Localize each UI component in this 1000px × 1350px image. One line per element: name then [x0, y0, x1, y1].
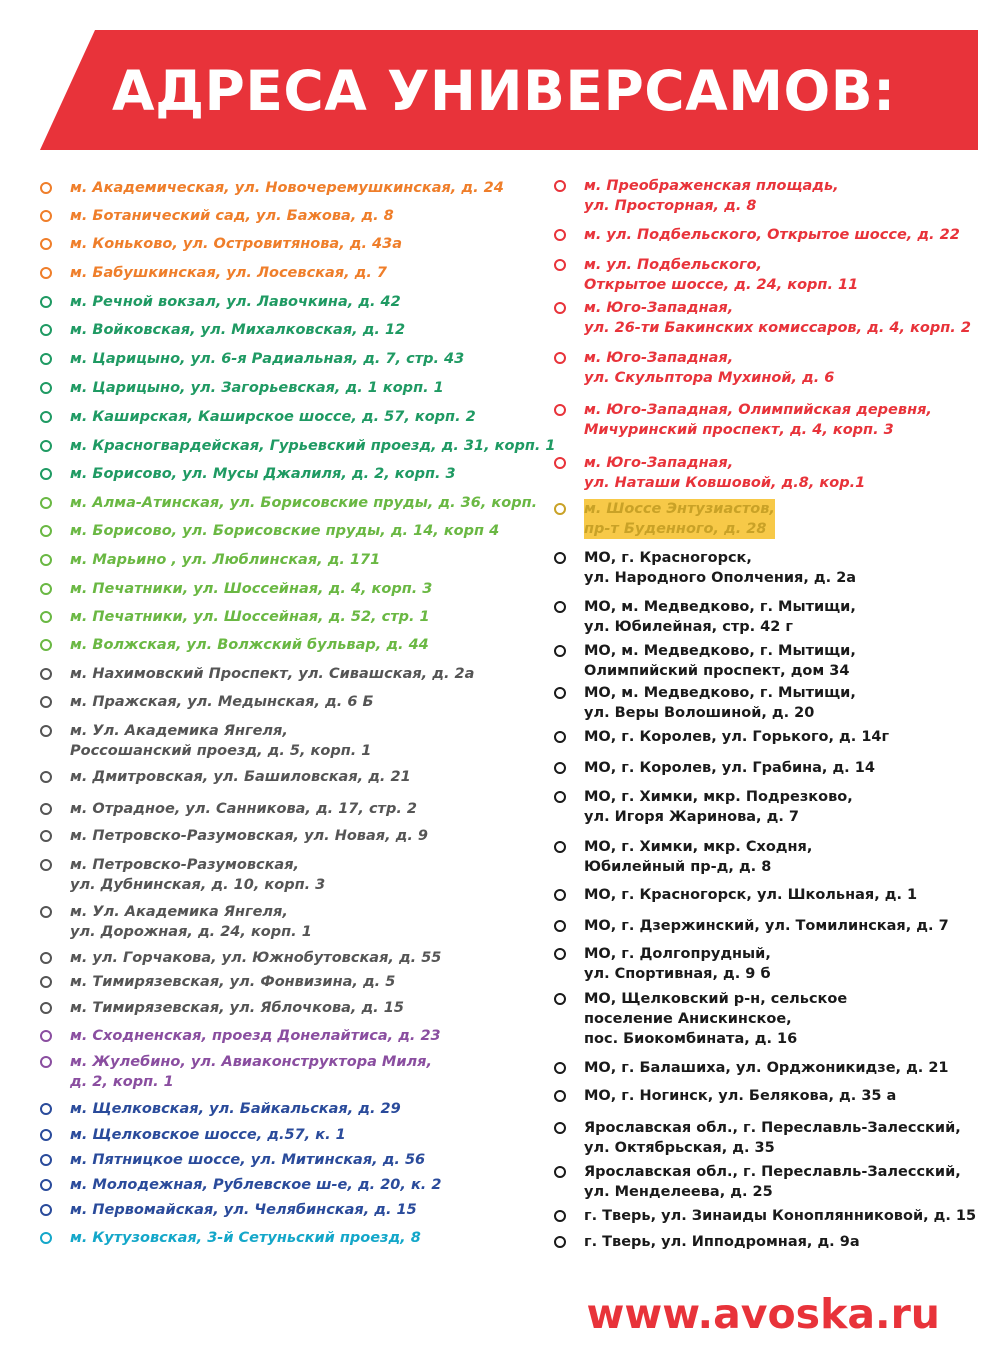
address-line: ул. Просторная, д. 8: [584, 198, 757, 214]
address-text: [584, 499, 775, 539]
address-line: Мичуринский проспект, д. 4, корп. 3: [584, 422, 894, 438]
address-line: Ярославская обл., г. Переславль-Залесский,: [584, 1120, 961, 1136]
address-line: м. Каширская, Каширское шоссе, д. 57, корп. 2: [70, 409, 476, 425]
ring-bullet-icon: [40, 725, 52, 737]
address-line: Юбилейный пр-д, д. 8: [584, 859, 772, 875]
address-text: [70, 263, 387, 283]
ring-bullet-icon: [554, 920, 566, 932]
ring-bullet-icon: [40, 803, 52, 815]
ring-bullet-icon: [40, 668, 52, 680]
ring-bullet-icon: [40, 1232, 52, 1244]
address-text: [70, 292, 401, 312]
address-line: МО, г. Балашиха, ул. Орджоникидзе, д. 21: [584, 1060, 949, 1076]
address-text: [70, 855, 325, 895]
ring-bullet-icon: [40, 976, 52, 988]
address-line: м. Ул. Академика Янгеля,: [70, 904, 288, 920]
address-line: ул. 26-ти Бакинских комиссаров, д. 4, корп. 2: [584, 320, 971, 336]
address-list-item: [40, 407, 476, 427]
ring-bullet-icon: [554, 1090, 566, 1102]
address-text: [70, 349, 464, 369]
ring-bullet-icon: [40, 468, 52, 480]
address-list-item: [554, 548, 856, 588]
address-text: [584, 1232, 860, 1252]
ring-bullet-icon: [40, 324, 52, 336]
address-list-item: [40, 826, 428, 846]
address-text: [70, 1026, 441, 1046]
address-list-item: [554, 255, 858, 295]
address-text: [70, 1150, 425, 1170]
address-text: [584, 916, 949, 936]
ring-bullet-icon: [40, 906, 52, 918]
address-list-item: [554, 1206, 976, 1226]
address-text: [584, 176, 839, 216]
address-line: МО, Щелковский р-н, сельское: [584, 991, 848, 1007]
ring-bullet-icon: [40, 267, 52, 279]
address-line: МО, г. Химки, мкр. Сходня,: [584, 839, 813, 855]
address-list-item: [40, 493, 537, 513]
website-link[interactable]: www.avoska.ru: [586, 1290, 940, 1338]
address-list-item: [40, 948, 441, 968]
address-line: м. Шоссе Энтузиастов,: [584, 501, 775, 517]
address-list-item: [554, 400, 932, 440]
address-line: МО, г. Королев, ул. Горького, д. 14г: [584, 729, 890, 745]
address-line: МО, м. Медведково, г. Мытищи,: [584, 599, 856, 615]
address-line: ул. Веры Волошиной, д. 20: [584, 705, 815, 721]
address-line: д. 2, корп. 1: [70, 1074, 174, 1090]
address-line: м. Жулебино, ул. Авиаконструктора Миля,: [70, 1054, 432, 1070]
ring-bullet-icon: [554, 791, 566, 803]
address-text: [70, 948, 441, 968]
address-line: г. Тверь, ул. Ипподромная, д. 9а: [584, 1234, 860, 1250]
address-line: м. Войковская, ул. Михалковская, д. 12: [70, 322, 406, 338]
address-line: МО, г. Долгопрудный,: [584, 946, 771, 962]
address-text: [70, 767, 411, 787]
address-list-item: [40, 664, 474, 684]
ring-bullet-icon: [40, 382, 52, 394]
ring-bullet-icon: [40, 210, 52, 222]
address-text: [584, 453, 865, 493]
address-text: [70, 799, 417, 819]
address-line: поселение Анискинское,: [584, 1011, 792, 1027]
address-list-item: [554, 944, 771, 984]
address-text: [584, 1086, 896, 1106]
ring-bullet-icon: [554, 762, 566, 774]
address-text: [70, 436, 556, 456]
address-text: [70, 902, 312, 942]
ring-bullet-icon: [554, 948, 566, 960]
address-list-item: [554, 837, 812, 877]
address-line: ул. Скульптора Мухиной, д. 6: [584, 370, 835, 386]
address-list-item: [40, 1052, 432, 1092]
address-list-item: [554, 225, 960, 245]
ring-bullet-icon: [40, 1154, 52, 1166]
address-list-item: [40, 292, 401, 312]
address-line: м. Первомайская, ул. Челябинская, д. 15: [70, 1202, 417, 1218]
address-list-item: [554, 298, 971, 338]
ring-bullet-icon: [554, 229, 566, 241]
ring-bullet-icon: [40, 411, 52, 423]
ring-bullet-icon: [40, 1129, 52, 1141]
address-text: [70, 664, 474, 684]
address-line: ул. Наташи Ковшовой, д.8, кор.1: [584, 475, 866, 491]
address-text: [584, 400, 932, 440]
address-list-item: [40, 1175, 441, 1195]
address-line: пр-т Буденного, д. 28: [584, 519, 775, 539]
address-text: [584, 1118, 961, 1158]
ring-bullet-icon: [554, 687, 566, 699]
address-list-item: [554, 1118, 961, 1158]
address-line: м. ул. Подбельского,: [584, 257, 763, 273]
address-list-item: [40, 349, 464, 369]
address-list-item: [40, 721, 371, 761]
address-line: Открытое шоссе, д. 24, корп. 11: [584, 277, 859, 293]
ring-bullet-icon: [554, 552, 566, 564]
address-line: м. Пятницкое шоссе, ул. Митинская, д. 56: [70, 1152, 426, 1168]
address-list-item: [40, 972, 395, 992]
address-line: м. Печатники, ул. Шоссейная, д. 52, стр. 1: [70, 609, 430, 625]
ring-bullet-icon: [554, 503, 566, 515]
ring-bullet-icon: [40, 238, 52, 250]
address-text: [70, 178, 504, 198]
address-list-item: [40, 1200, 417, 1220]
ring-bullet-icon: [554, 352, 566, 364]
address-line: м. Щелковское шоссе, д.57, к. 1: [70, 1127, 346, 1143]
address-list-item: [40, 1026, 441, 1046]
address-text: [70, 1052, 432, 1092]
address-line: м. Сходненская, проезд Донелайтиса, д. 23: [70, 1028, 441, 1044]
address-text: [584, 885, 917, 905]
ring-bullet-icon: [40, 771, 52, 783]
address-line: м. Коньково, ул. Островитянова, д. 43а: [70, 236, 402, 252]
address-line: м. Царицыно, ул. 6-я Радиальная, д. 7, стр. 43: [70, 351, 465, 367]
ring-bullet-icon: [40, 1056, 52, 1068]
address-line: м. Алма-Атинская, ул. Борисовские пруды, д. 36, корп.: [70, 495, 538, 511]
address-text: [70, 550, 380, 570]
address-line: м. Щелковская, ул. Байкальская, д. 29: [70, 1101, 401, 1117]
address-list-item: [554, 787, 853, 827]
ring-bullet-icon: [554, 259, 566, 271]
address-list-item: [554, 348, 834, 388]
address-list-item: [554, 453, 865, 493]
address-list-item: [554, 916, 949, 936]
address-list-item: [554, 499, 775, 539]
address-line: м. Тимирязевская, ул. Яблочкова, д. 15: [70, 1000, 404, 1016]
address-list-item: [40, 635, 429, 655]
address-text: [584, 225, 960, 245]
address-text: [584, 641, 856, 681]
ring-bullet-icon: [554, 1062, 566, 1074]
address-line: ул. Октябрьская, д. 35: [584, 1140, 775, 1156]
address-list-item: [40, 1150, 425, 1170]
address-list-item: [554, 1232, 860, 1252]
address-list-item: [40, 178, 504, 198]
ring-bullet-icon: [40, 525, 52, 537]
address-line: МО, г. Королев, ул. Грабина, д. 14: [584, 760, 875, 776]
address-line: м. Тимирязевская, ул. Фонвизина, д. 5: [70, 974, 396, 990]
address-text: [70, 826, 428, 846]
address-list-item: [40, 550, 380, 570]
address-line: ул. Игоря Жаринова, д. 7: [584, 809, 799, 825]
address-list-item: [40, 579, 432, 599]
ring-bullet-icon: [40, 952, 52, 964]
ring-bullet-icon: [554, 645, 566, 657]
ring-bullet-icon: [40, 1002, 52, 1014]
address-line: Ярославская обл., г. Переславль-Залесский,: [584, 1164, 961, 1180]
ring-bullet-icon: [40, 1179, 52, 1191]
address-line: пос. Биокомбината, д. 16: [584, 1031, 798, 1047]
address-text: [584, 1058, 949, 1078]
address-text: [584, 548, 856, 588]
address-list-item: [40, 767, 411, 787]
address-line: м. Преображенская площадь,: [584, 178, 839, 194]
address-text: [70, 234, 402, 254]
address-text: [584, 348, 834, 388]
ring-bullet-icon: [554, 731, 566, 743]
address-list-item: [40, 521, 499, 541]
address-text: [70, 1099, 401, 1119]
ring-bullet-icon: [554, 180, 566, 192]
address-text: [70, 635, 429, 655]
address-list-item: [554, 1058, 949, 1078]
address-line: м. Волжская, ул. Волжский бульвар, д. 44: [70, 637, 429, 653]
address-list-item: [40, 902, 312, 942]
ring-bullet-icon: [40, 1204, 52, 1216]
address-list-item: [40, 1125, 346, 1145]
address-text: [70, 1228, 421, 1248]
page-title: АДРЕСА УНИВЕРСАМОВ:: [112, 59, 896, 123]
address-list-item: [554, 885, 917, 905]
address-text: [70, 493, 537, 513]
address-text: [70, 998, 404, 1018]
address-list-item: [554, 683, 856, 723]
address-list-item: [554, 1162, 961, 1202]
ring-bullet-icon: [40, 639, 52, 651]
ring-bullet-icon: [40, 583, 52, 595]
ring-bullet-icon: [40, 1030, 52, 1042]
address-text: [70, 521, 499, 541]
address-text: [584, 597, 856, 637]
address-line: м. Пражская, ул. Медынская, д. 6 Б: [70, 694, 374, 710]
address-text: [584, 758, 875, 778]
address-list-item: [554, 597, 856, 637]
address-list-item: [40, 263, 387, 283]
address-list-item: [40, 799, 417, 819]
address-text: [70, 1175, 441, 1195]
address-line: МО, м. Медведково, г. Мытищи,: [584, 685, 856, 701]
address-list-item: [40, 234, 402, 254]
address-line: МО, г. Ногинск, ул. Белякова, д. 35 а: [584, 1088, 897, 1104]
address-text: [584, 1162, 961, 1202]
address-line: м. Академическая, ул. Новочеремушкинская, д. 24: [70, 180, 504, 196]
ring-bullet-icon: [40, 1103, 52, 1115]
address-line: м. Царицыно, ул. Загорьевская, д. 1 корп. 1: [70, 380, 444, 396]
address-text: [584, 255, 858, 295]
address-line: м. ул. Горчакова, ул. Южнобутовская, д. 55: [70, 950, 442, 966]
address-line: м. Юго-Западная,: [584, 455, 734, 471]
address-list-item: [40, 378, 444, 398]
address-list-item: [40, 436, 556, 456]
address-text: [70, 320, 405, 340]
ring-bullet-icon: [40, 859, 52, 871]
address-line: м. ул. Подбельского, Открытое шоссе, д. 22: [584, 227, 960, 243]
address-line: м. Печатники, ул. Шоссейная, д. 4, корп. 3: [70, 581, 433, 597]
address-list-item: [554, 758, 875, 778]
address-line: м. Борисово, ул. Борисовские пруды, д. 14, корп 4: [70, 523, 500, 539]
ring-bullet-icon: [40, 296, 52, 308]
address-line: м. Нахимовский Проспект, ул. Сивашская, д. 2а: [70, 666, 475, 682]
address-list-item: [554, 1086, 896, 1106]
address-line: МО, м. Медведково, г. Мытищи,: [584, 643, 856, 659]
address-text: [70, 407, 476, 427]
ring-bullet-icon: [40, 611, 52, 623]
address-text: [584, 298, 971, 338]
address-text: [584, 989, 847, 1049]
address-line: Олимпийский проспект, дом 34: [584, 663, 850, 679]
address-list-item: [554, 727, 889, 747]
address-line: г. Тверь, ул. Зинаиды Коноплянниковой, д. 15: [584, 1208, 977, 1224]
ring-bullet-icon: [554, 1166, 566, 1178]
address-line: м. Молодежная, Рублевское ш-е, д. 20, к. 2: [70, 1177, 442, 1193]
address-list-item: [40, 998, 404, 1018]
ring-bullet-icon: [40, 182, 52, 194]
ring-bullet-icon: [554, 302, 566, 314]
ring-bullet-icon: [554, 457, 566, 469]
address-list-item: [40, 464, 456, 484]
address-line: м. Красногвардейская, Гурьевский проезд, д. 31, корп. 1: [70, 438, 556, 454]
address-line: м. Юго-Западная,: [584, 350, 734, 366]
address-line: м. Отрадное, ул. Санникова, д. 17, стр. 2: [70, 801, 417, 817]
ring-bullet-icon: [554, 1236, 566, 1248]
address-line: м. Дмитровская, ул. Башиловская, д. 21: [70, 769, 411, 785]
address-line: ул. Дубнинская, д. 10, корп. 3: [70, 877, 326, 893]
ring-bullet-icon: [40, 353, 52, 365]
address-text: [70, 692, 374, 712]
address-text: [70, 721, 371, 761]
address-text: [70, 378, 444, 398]
address-line: Россошанский проезд, д. 5, корп. 1: [70, 743, 372, 759]
ring-bullet-icon: [554, 841, 566, 853]
address-text: [70, 607, 430, 627]
address-line: м. Петровско-Разумовская,: [70, 857, 300, 873]
address-text: [584, 837, 812, 877]
address-text: [70, 579, 432, 599]
address-line: м. Петровско-Разумовская, ул. Новая, д. 9: [70, 828, 428, 844]
address-list-item: [40, 206, 394, 226]
address-line: МО, г. Химки, мкр. Подрезково,: [584, 789, 853, 805]
address-line: ул. Народного Ополчения, д. 2а: [584, 570, 857, 586]
ring-bullet-icon: [554, 993, 566, 1005]
ring-bullet-icon: [554, 1122, 566, 1134]
address-line: МО, г. Дзержинский, ул. Томилинская, д. 7: [584, 918, 949, 934]
ring-bullet-icon: [40, 830, 52, 842]
address-line: м. Ул. Академика Янгеля,: [70, 723, 288, 739]
ring-bullet-icon: [40, 440, 52, 452]
address-line: МО, г. Красногорск,: [584, 550, 752, 566]
address-list-item: [554, 641, 856, 681]
address-text: [584, 1206, 976, 1226]
address-line: ул. Юбилейная, стр. 42 г: [584, 619, 793, 635]
address-line: м. Речной вокзал, ул. Лавочкина, д. 42: [70, 294, 401, 310]
address-line: м. Ботанический сад, ул. Бажова, д. 8: [70, 208, 394, 224]
address-text: [584, 944, 771, 984]
address-line: ул. Дорожная, д. 24, корп. 1: [70, 924, 312, 940]
address-text: [70, 464, 456, 484]
address-line: ул. Менделеева, д. 25: [584, 1184, 773, 1200]
address-text: [70, 972, 395, 992]
address-line: ул. Спортивная, д. 9 б: [584, 966, 771, 982]
ring-bullet-icon: [554, 404, 566, 416]
address-line: м. Бабушкинская, ул. Лосевская, д. 7: [70, 265, 388, 281]
ring-bullet-icon: [40, 497, 52, 509]
ring-bullet-icon: [554, 601, 566, 613]
address-text: [584, 787, 853, 827]
address-text: [70, 206, 394, 226]
address-list-item: [40, 855, 325, 895]
address-text: [70, 1200, 417, 1220]
address-text: [584, 727, 889, 747]
address-line: м. Юго-Западная,: [584, 300, 734, 316]
address-line: МО, г. Красногорск, ул. Школьная, д. 1: [584, 887, 918, 903]
address-list-item: [40, 320, 405, 340]
address-line: м. Юго-Западная, Олимпийская деревня,: [584, 402, 932, 418]
address-line: м. Марьино , ул. Люблинская, д. 171: [70, 552, 381, 568]
ring-bullet-icon: [554, 889, 566, 901]
address-line: м. Борисово, ул. Мусы Джалиля, д. 2, корп. 3: [70, 466, 456, 482]
address-list-item: [554, 176, 839, 216]
address-list-item: [40, 1099, 401, 1119]
address-list-item: [40, 692, 374, 712]
address-line: м. Кутузовская, 3-й Сетуньский проезд, 8: [70, 1230, 421, 1246]
address-list-item: [40, 1228, 421, 1248]
address-list-item: [554, 989, 847, 1049]
address-text: [70, 1125, 346, 1145]
ring-bullet-icon: [554, 1210, 566, 1222]
address-text: [584, 683, 856, 723]
ring-bullet-icon: [40, 554, 52, 566]
ring-bullet-icon: [40, 696, 52, 708]
address-list-item: [40, 607, 430, 627]
